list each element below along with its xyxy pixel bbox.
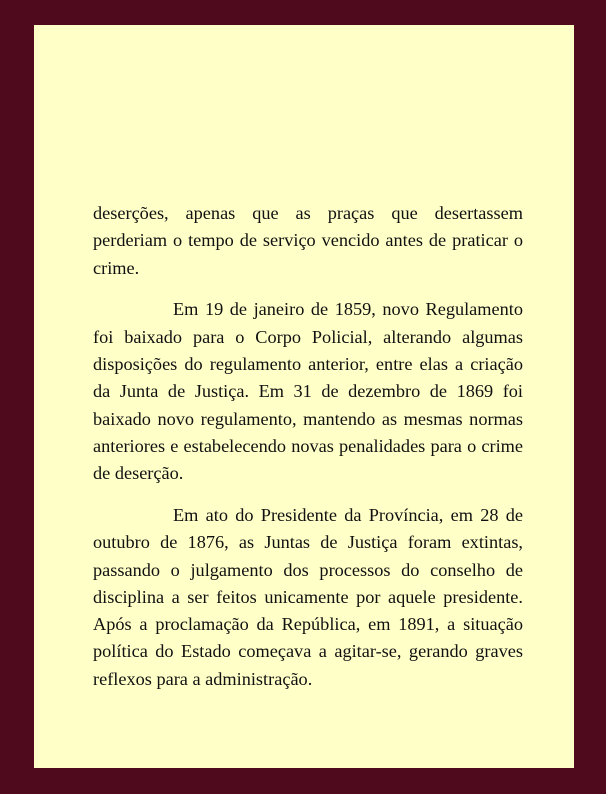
paragraph-1: deserções, apenas que as praças que desertassem perderiam o tempo de serviço vencido antes de praticar o crime. xyxy=(93,203,523,278)
paragraph-2: Em 19 de janeiro de 1859, novo Regulamento foi baixado para o Corpo Policial, alterando algumas disposições do regulamento anterior, entre elas a criação da Junta de Justiça. Em 31 de dezembro de 1869 foi baixado novo regulamento, mantendo as mesmas normas anteriores e estabelecendo novas penalidades para o crime de deserção. xyxy=(93,299,523,484)
body-text xyxy=(93,200,523,693)
document-page xyxy=(34,25,574,768)
paragraph-3: Em ato do Presidente da Província, em 28 de outubro de 1876, as Juntas de Justiça foram extintas, passando o julgamento dos processos do conselho de disciplina a ser feitos unicamente por aquele presidente. Após a proclamação da República, em 1891, a situação política do Estado começava a agitar-se, gerando graves reflexos para a administração. xyxy=(93,504,523,689)
